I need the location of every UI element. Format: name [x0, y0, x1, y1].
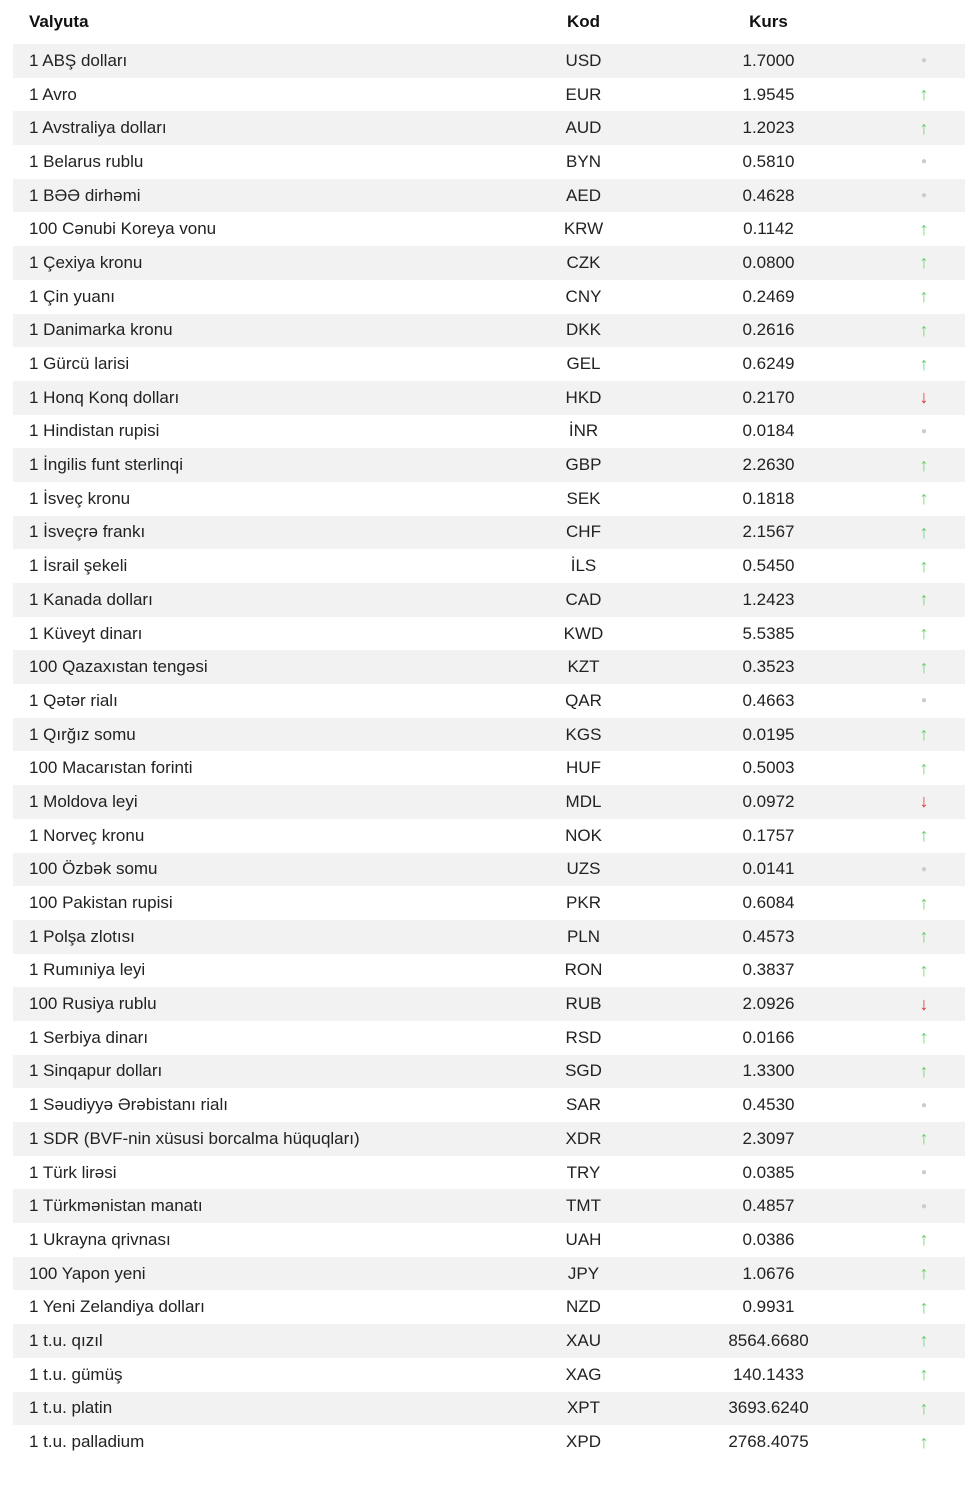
currency-code: NZD — [566, 1297, 601, 1317]
table-row — [13, 684, 965, 718]
currency-name: 1 Hindistan rupisi — [29, 421, 160, 441]
currency-code: MDL — [565, 791, 602, 811]
exchange-rate: 0.0386 — [742, 1229, 795, 1249]
table-row — [13, 650, 965, 684]
table-row — [13, 1392, 965, 1426]
currency-name: 1 Ukrayna qrivnası — [29, 1229, 171, 1249]
currency-code: AUD — [565, 118, 602, 138]
currency-code: XPD — [566, 1432, 601, 1452]
arrow-up-icon: ↑ — [919, 1128, 929, 1149]
currency-name: 1 Yeni Zelandiya dolları — [29, 1297, 205, 1317]
currency-name: 100 Qazaxıstan tengəsi — [29, 657, 208, 677]
table-body — [13, 44, 965, 1459]
arrow-up-icon: ↑ — [919, 117, 929, 138]
table-row — [13, 1257, 965, 1291]
arrow-up-icon: ↑ — [919, 1263, 929, 1284]
dot-icon: ● — [920, 1167, 928, 1179]
table-row — [13, 212, 965, 246]
exchange-rate: 0.3837 — [742, 960, 795, 980]
exchange-rate: 2.0926 — [742, 994, 795, 1014]
table-row — [13, 1021, 965, 1055]
table-row — [13, 1358, 965, 1392]
arrow-up-icon: ↑ — [919, 1364, 929, 1385]
table-row — [13, 145, 965, 179]
arrow-up-icon: ↑ — [919, 488, 929, 509]
arrow-up-icon: ↑ — [919, 555, 929, 576]
table-row — [13, 954, 965, 988]
exchange-rate: 0.0195 — [742, 724, 795, 744]
exchange-rate: 1.2023 — [742, 118, 795, 138]
exchange-rate: 2.1567 — [742, 522, 795, 542]
table-row — [13, 246, 965, 280]
table-row — [13, 583, 965, 617]
exchange-rate: 0.2170 — [742, 387, 795, 407]
currency-code: SGD — [565, 1061, 602, 1081]
currency-code: JPY — [567, 1263, 600, 1283]
currency-code: HUF — [566, 758, 601, 778]
table-row — [13, 1425, 965, 1459]
currency-code: BYN — [566, 151, 601, 171]
table-row — [13, 1290, 965, 1324]
currency-name: 1 Avstraliya dolları — [29, 118, 167, 138]
table-row — [13, 785, 965, 819]
table-row — [13, 987, 965, 1021]
table-row — [13, 516, 965, 550]
currency-name: 1 Danimarka kronu — [29, 320, 173, 340]
table-row — [13, 819, 965, 853]
table-row — [13, 280, 965, 314]
table-row — [13, 347, 965, 381]
currency-code: KRW — [563, 219, 604, 239]
arrow-up-icon: ↑ — [919, 757, 929, 778]
exchange-rate: 0.9931 — [742, 1297, 795, 1317]
currency-name: 100 Yapon yeni — [29, 1263, 146, 1283]
arrow-up-icon: ↑ — [919, 319, 929, 340]
exchange-rate: 0.6084 — [742, 893, 795, 913]
currency-code: XAU — [566, 1330, 601, 1350]
exchange-rate: 0.0972 — [742, 791, 795, 811]
currency-code: KGS — [565, 724, 602, 744]
arrow-up-icon: ↑ — [919, 286, 929, 307]
exchange-rate: 1.7000 — [742, 50, 795, 70]
arrow-up-icon: ↑ — [919, 353, 929, 374]
header-currency: Valyuta — [29, 12, 89, 31]
arrow-down-icon: ↓ — [919, 387, 929, 408]
exchange-rate: 1.2423 — [742, 589, 795, 609]
exchange-rate: 0.2616 — [742, 320, 795, 340]
table-row — [13, 1088, 965, 1122]
arrow-up-icon: ↑ — [919, 589, 929, 610]
table-row — [13, 1156, 965, 1190]
exchange-rate: 1.3300 — [742, 1061, 795, 1081]
exchange-rate: 8564.6680 — [728, 1330, 809, 1350]
currency-name: 1 ABŞ dolları — [29, 50, 128, 70]
currency-code: CNY — [565, 286, 602, 306]
currency-code: CZK — [566, 252, 601, 272]
table-row — [13, 920, 965, 954]
arrow-up-icon: ↑ — [919, 84, 929, 105]
arrow-up-icon: ↑ — [919, 724, 929, 745]
exchange-rate: 0.0166 — [742, 1027, 795, 1047]
arrow-up-icon: ↑ — [919, 252, 929, 273]
currency-code: XAG — [565, 1364, 602, 1384]
currency-name: 1 Avro — [29, 84, 77, 104]
currency-code: İLS — [570, 556, 597, 576]
exchange-rate: 0.3523 — [742, 657, 795, 677]
table-row — [13, 549, 965, 583]
currency-name: 1 Qətər rialı — [29, 690, 118, 710]
currency-name: 100 Rusiya rublu — [29, 994, 157, 1014]
exchange-rate: 0.0184 — [742, 421, 795, 441]
currency-name: 1 İsveç kronu — [29, 488, 131, 508]
currency-code: SEK — [566, 488, 601, 508]
dot-icon: ● — [920, 1099, 928, 1111]
exchange-rate: 2.2630 — [742, 455, 795, 475]
currency-name: 1 Norveç kronu — [29, 825, 145, 845]
exchange-rate: 0.5450 — [742, 556, 795, 576]
currency-code: UZS — [566, 859, 601, 879]
currency-code: PLN — [566, 926, 601, 946]
currency-code: USD — [565, 50, 602, 70]
currency-name: 1 t.u. palladium — [29, 1432, 145, 1452]
dot-icon: ● — [920, 55, 928, 67]
exchange-rate: 0.0141 — [742, 859, 795, 879]
currency-name: 1 Sinqapur dolları — [29, 1061, 163, 1081]
currency-code: PKR — [566, 893, 601, 913]
currency-name: 1 BƏƏ dirhəmi — [29, 185, 141, 205]
currency-code: GBP — [565, 455, 602, 475]
currency-name: 1 Honq Konq dolları — [29, 387, 180, 407]
exchange-rate: 0.1757 — [742, 825, 795, 845]
exchange-rate: 0.0800 — [742, 252, 795, 272]
table-row — [13, 751, 965, 785]
currency-name: 1 İsrail şekeli — [29, 556, 128, 576]
currency-name: 100 Özbək somu — [29, 859, 158, 879]
currency-name: 1 Türkmənistan manatı — [29, 1196, 203, 1216]
table-row — [13, 1055, 965, 1089]
arrow-up-icon: ↑ — [919, 656, 929, 677]
currency-name: 1 Çin yuanı — [29, 286, 115, 306]
table-row — [13, 1189, 965, 1223]
arrow-up-icon: ↑ — [919, 521, 929, 542]
arrow-up-icon: ↑ — [919, 825, 929, 846]
exchange-rate: 3693.6240 — [728, 1398, 809, 1418]
dot-icon: ● — [920, 695, 928, 707]
currency-name: 1 Polşa zlotısı — [29, 926, 135, 946]
currency-name: 100 Cənubi Koreya vonu — [29, 219, 217, 239]
arrow-up-icon: ↑ — [919, 1296, 929, 1317]
currency-name: 1 Küveyt dinarı — [29, 623, 143, 643]
currency-name: 1 Qırğız somu — [29, 724, 136, 744]
currency-code: KWD — [563, 623, 604, 643]
arrow-up-icon: ↑ — [919, 959, 929, 980]
currency-name: 1 İsveçrə frankı — [29, 522, 146, 542]
table-row — [13, 314, 965, 348]
exchange-rate: 0.5810 — [742, 151, 795, 171]
arrow-up-icon: ↑ — [919, 1027, 929, 1048]
table-row — [13, 1223, 965, 1257]
currency-code: SAR — [566, 1095, 601, 1115]
arrow-up-icon: ↑ — [919, 623, 929, 644]
table-row — [13, 1122, 965, 1156]
currency-name: 1 Türk lirəsi — [29, 1162, 117, 1182]
currency-name: 100 Pakistan rupisi — [29, 893, 173, 913]
currency-code: TMT — [566, 1196, 601, 1216]
table-row — [13, 482, 965, 516]
arrow-up-icon: ↑ — [919, 1229, 929, 1250]
currency-name: 1 Səudiyyə Ərəbistanı rialı — [29, 1095, 228, 1115]
dot-icon: ● — [920, 1200, 928, 1212]
currency-code: AED — [566, 185, 601, 205]
exchange-rate: 0.2469 — [742, 286, 795, 306]
arrow-up-icon: ↑ — [919, 454, 929, 475]
currency-table — [13, 0, 965, 1459]
table-row — [13, 718, 965, 752]
arrow-up-icon: ↑ — [919, 218, 929, 239]
currency-code: NOK — [565, 825, 602, 845]
exchange-rate: 0.6249 — [742, 354, 795, 374]
arrow-down-icon: ↓ — [919, 791, 929, 812]
currency-code: HKD — [565, 387, 602, 407]
currency-name: 1 Kanada dolları — [29, 589, 153, 609]
table-row — [13, 44, 965, 78]
exchange-rate: 0.4628 — [742, 185, 795, 205]
currency-code: UAH — [565, 1229, 602, 1249]
currency-code: RON — [564, 960, 603, 980]
currency-code: DKK — [566, 320, 601, 340]
dot-icon: ● — [920, 156, 928, 168]
table-row — [13, 111, 965, 145]
table-row — [13, 179, 965, 213]
currency-name: 1 Rumıniya leyi — [29, 960, 146, 980]
currency-name: 1 Moldova leyi — [29, 791, 138, 811]
table-row — [13, 853, 965, 887]
exchange-rate: 140.1433 — [733, 1364, 804, 1384]
header-code: Kod — [566, 12, 601, 31]
table-row — [13, 1324, 965, 1358]
exchange-rate: 2.3097 — [742, 1128, 795, 1148]
arrow-up-icon: ↑ — [919, 1330, 929, 1351]
arrow-up-icon: ↑ — [919, 892, 929, 913]
currency-code: EUR — [565, 84, 602, 104]
currency-name: 1 Belarus rublu — [29, 151, 144, 171]
currency-name: 1 SDR (BVF-nin xüsusi borcalma hüquqları) — [29, 1128, 360, 1148]
exchange-rate: 0.4573 — [742, 926, 795, 946]
currency-code: CHF — [566, 522, 601, 542]
currency-code: XDR — [565, 1128, 602, 1148]
dot-icon: ● — [920, 863, 928, 875]
exchange-rate: 0.4857 — [742, 1196, 795, 1216]
currency-name: 1 t.u. qızıl — [29, 1330, 103, 1350]
exchange-rate: 0.1818 — [742, 488, 795, 508]
currency-code: QAR — [565, 690, 602, 710]
currency-code: CAD — [565, 589, 602, 609]
currency-name: 1 Serbiya dinarı — [29, 1027, 149, 1047]
currency-code: RUB — [565, 994, 602, 1014]
exchange-rate: 2768.4075 — [728, 1432, 809, 1452]
table-row — [13, 886, 965, 920]
exchange-rate: 1.9545 — [742, 84, 795, 104]
header-rate: Kurs — [749, 12, 788, 31]
exchange-rate: 0.5003 — [742, 758, 795, 778]
exchange-rate: 0.0385 — [742, 1162, 795, 1182]
exchange-rate: 5.5385 — [742, 623, 795, 643]
dot-icon: ● — [920, 190, 928, 202]
currency-name: 1 t.u. platin — [29, 1398, 113, 1418]
exchange-rate: 0.1142 — [743, 219, 794, 239]
exchange-rate: 1.0676 — [742, 1263, 795, 1283]
currency-code: KZT — [567, 657, 600, 677]
table-row — [13, 617, 965, 651]
currency-code: RSD — [565, 1027, 602, 1047]
table-row — [13, 448, 965, 482]
currency-name: 100 Macarıstan forinti — [29, 758, 193, 778]
currency-code: GEL — [566, 354, 601, 374]
dot-icon: ● — [920, 425, 928, 437]
arrow-down-icon: ↓ — [919, 993, 929, 1014]
currency-name: 1 Çexiya kronu — [29, 252, 143, 272]
arrow-up-icon: ↑ — [919, 1431, 929, 1452]
currency-name: 1 İngilis funt sterlinqi — [29, 455, 184, 475]
currency-name: 1 t.u. gümüş — [29, 1364, 123, 1384]
currency-code: TRY — [566, 1162, 601, 1182]
table-header — [13, 0, 965, 44]
arrow-up-icon: ↑ — [919, 1060, 929, 1081]
currency-name: 1 Gürcü larisi — [29, 354, 130, 374]
currency-code: XPT — [566, 1398, 601, 1418]
table-row — [13, 381, 965, 415]
arrow-up-icon: ↑ — [919, 926, 929, 947]
arrow-up-icon: ↑ — [919, 1397, 929, 1418]
table-row — [13, 415, 965, 449]
table-row — [13, 78, 965, 112]
exchange-rate: 0.4530 — [742, 1095, 795, 1115]
currency-code: İNR — [568, 421, 599, 441]
exchange-rate: 0.4663 — [742, 690, 795, 710]
